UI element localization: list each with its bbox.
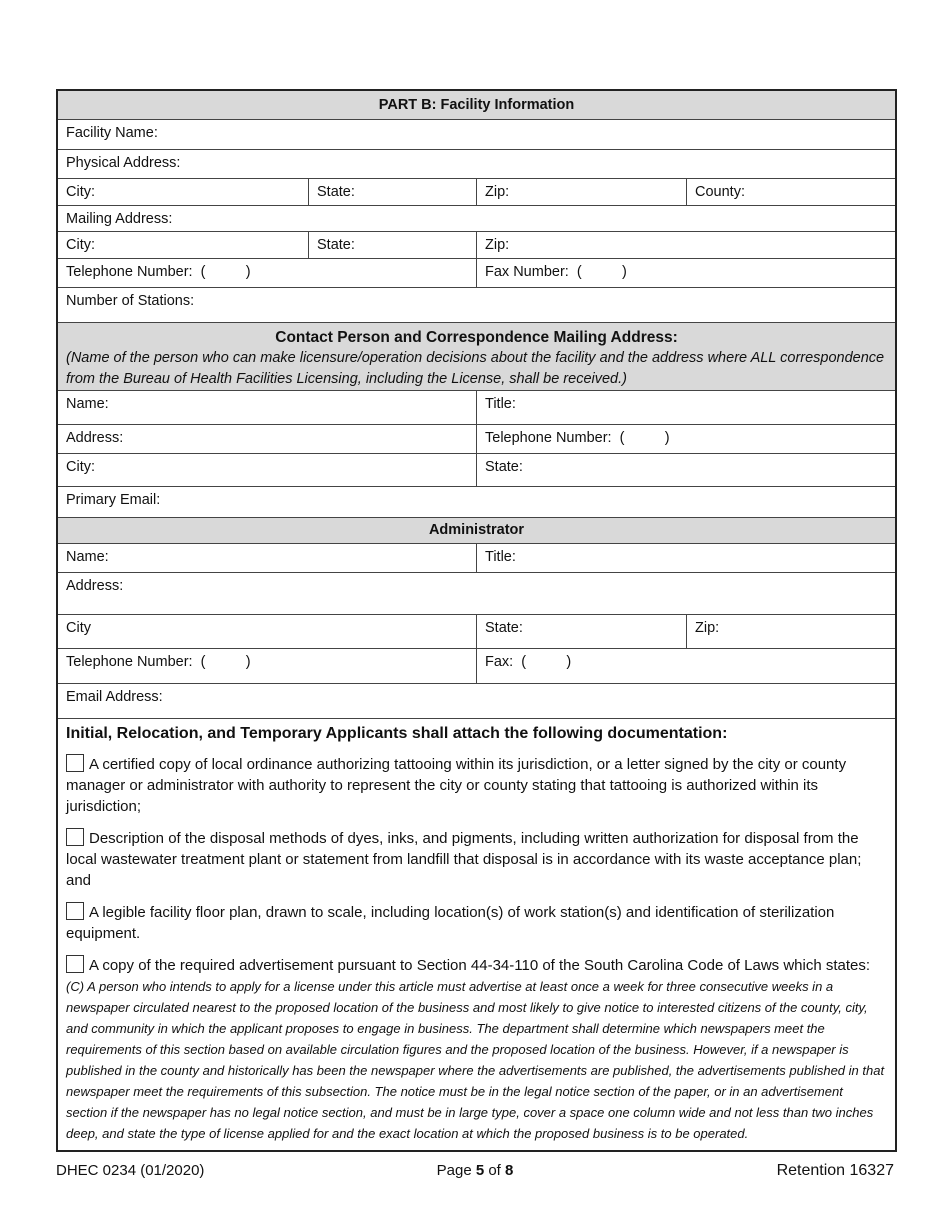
stations-field[interactable]: Number of Stations: bbox=[66, 293, 195, 309]
admin-city-field[interactable]: City bbox=[66, 620, 91, 636]
doc-item-floor-plan bbox=[66, 902, 887, 944]
mailing-city-state-zip-row bbox=[58, 232, 895, 259]
part-b-title: PART B: Facility Information bbox=[378, 97, 575, 113]
part-b-header bbox=[58, 91, 895, 120]
admin-title-field[interactable]: Title: bbox=[476, 544, 895, 572]
administrator-header bbox=[58, 518, 895, 544]
state-field[interactable]: State: bbox=[308, 179, 476, 205]
documentation-title: Initial, Relocation, and Temporary Applicants shall attach the following documentation: bbox=[66, 725, 728, 742]
mailing-zip-field[interactable]: Zip: bbox=[476, 232, 895, 258]
contact-instructions: (Name of the person who can make licensure/operation decisions about the facility and the address where ALL correspondence from the Bureau of Health Facilities Licensing, including the License, shall be received.) bbox=[66, 350, 885, 387]
facility-name-row bbox=[58, 120, 895, 150]
contact-address-field[interactable]: Address: bbox=[66, 430, 124, 446]
page-prefix: Page bbox=[436, 1162, 476, 1179]
stations-row bbox=[58, 288, 895, 323]
documentation-section bbox=[58, 719, 895, 1150]
ordinance-checkbox[interactable] bbox=[66, 754, 84, 772]
contact-name-field[interactable]: Name: bbox=[66, 396, 109, 412]
page-current: 5 bbox=[475, 1162, 485, 1179]
page-number bbox=[56, 1162, 894, 1179]
city-state-zip-county-row bbox=[58, 179, 895, 206]
physical-address-row bbox=[58, 150, 895, 179]
facility-name-field[interactable]: Facility Name: bbox=[66, 125, 158, 141]
contact-address-row bbox=[58, 425, 895, 454]
mailing-city-field[interactable]: City: bbox=[66, 237, 95, 253]
phone-fax-row bbox=[58, 259, 895, 288]
contact-city-field[interactable]: City: bbox=[66, 459, 95, 475]
fax-field[interactable]: Fax Number: ( ) bbox=[476, 259, 895, 287]
mailing-address-field[interactable]: Mailing Address: bbox=[66, 211, 173, 227]
physical-address-field[interactable]: Physical Address: bbox=[66, 155, 181, 171]
doc-item-advertisement-text: A copy of the required advertisement pursuant to Section 44-34-110 of the South Carolina Code of Laws which states: bbox=[89, 957, 871, 974]
contact-city-state-row bbox=[58, 454, 895, 487]
facility-information-form bbox=[56, 89, 897, 1152]
contact-telephone-field[interactable]: Telephone Number: ( ) bbox=[476, 425, 895, 453]
doc-item-advertisement bbox=[66, 955, 887, 1144]
admin-email-row bbox=[58, 684, 895, 719]
mailing-address-row bbox=[58, 206, 895, 232]
admin-name-field[interactable]: Name: bbox=[66, 549, 109, 565]
advertisement-checkbox[interactable] bbox=[66, 955, 84, 973]
contact-header bbox=[58, 323, 895, 391]
retention-number: Retention 16327 bbox=[776, 1162, 894, 1179]
floor-plan-checkbox[interactable] bbox=[66, 902, 84, 920]
admin-email-field[interactable]: Email Address: bbox=[66, 689, 163, 705]
contact-email-row bbox=[58, 487, 895, 518]
admin-telephone-field[interactable]: Telephone Number: ( ) bbox=[66, 654, 251, 670]
county-field[interactable]: County: bbox=[686, 179, 895, 205]
contact-title-field[interactable]: Title: bbox=[476, 391, 895, 424]
doc-item-ordinance-text: A certified copy of local ordinance authorizing tattooing within its jurisdiction, or a letter signed by the city or county manager or administrator with authority to represent the city or county stating that tattooing is authorized within its jurisdiction; bbox=[66, 756, 847, 815]
mailing-state-field[interactable]: State: bbox=[308, 232, 476, 258]
admin-phone-fax-row bbox=[58, 649, 895, 684]
doc-item-floor-plan-text: A legible facility floor plan, drawn to scale, including location(s) of work station(s) and identification of sterilization equipment. bbox=[66, 904, 835, 942]
page-total: 8 bbox=[505, 1162, 514, 1179]
statute-quote: (C) A person who intends to apply for a license under this article must advertise at least once a week for three consecutive weeks in a newspaper circulated nearest to the proposed location of the business and most likely to give notice to interested citizens of the county, city, and community in which the applicant proposes to engage in business. The department shall determine which newspapers meet the requirements of this section based on available circulation figures and the proposed location of the business. However, if a newspaper is published in the county and historically has been the newspaper where the advertisements are published, the advertisements published in that newspaper meet the requirements of this subsection. The notice must be in the legal notice section of the paper, or in an advertisement section if the newspaper has no legal notice section, and must be in large type, cover a space one column wide and not less than two inches deep, and state the type of license applied for and the exact location at which the proposed business is to be operated. bbox=[66, 979, 885, 1141]
telephone-field[interactable]: Telephone Number: ( ) bbox=[66, 264, 251, 280]
doc-item-ordinance bbox=[66, 754, 887, 817]
city-field[interactable]: City: bbox=[66, 184, 95, 200]
zip-field[interactable]: Zip: bbox=[476, 179, 686, 205]
contact-name-row bbox=[58, 391, 895, 425]
disposal-checkbox[interactable] bbox=[66, 828, 84, 846]
admin-address-row bbox=[58, 573, 895, 615]
admin-city-state-zip-row bbox=[58, 615, 895, 649]
admin-name-row bbox=[58, 544, 895, 573]
doc-item-disposal-text: Description of the disposal methods of dyes, inks, and pigments, including written authorization for disposal from the local wastewater treatment plant or statement from landfill that disposal is in accordance with its waste acceptance plan; and bbox=[66, 830, 862, 889]
contact-state-field[interactable]: State: bbox=[476, 454, 895, 486]
page-of: of bbox=[484, 1162, 506, 1179]
admin-state-field[interactable]: State: bbox=[476, 615, 686, 648]
form-id: DHEC 0234 (01/2020) bbox=[56, 1162, 205, 1179]
admin-zip-field[interactable]: Zip: bbox=[686, 615, 895, 648]
doc-item-disposal bbox=[66, 828, 887, 891]
admin-address-field[interactable]: Address: bbox=[66, 578, 124, 594]
admin-fax-field[interactable]: Fax: ( ) bbox=[476, 649, 895, 683]
contact-title: Contact Person and Correspondence Mailing Address: bbox=[275, 329, 678, 346]
contact-email-field[interactable]: Primary Email: bbox=[66, 492, 161, 508]
administrator-title: Administrator bbox=[428, 522, 525, 538]
